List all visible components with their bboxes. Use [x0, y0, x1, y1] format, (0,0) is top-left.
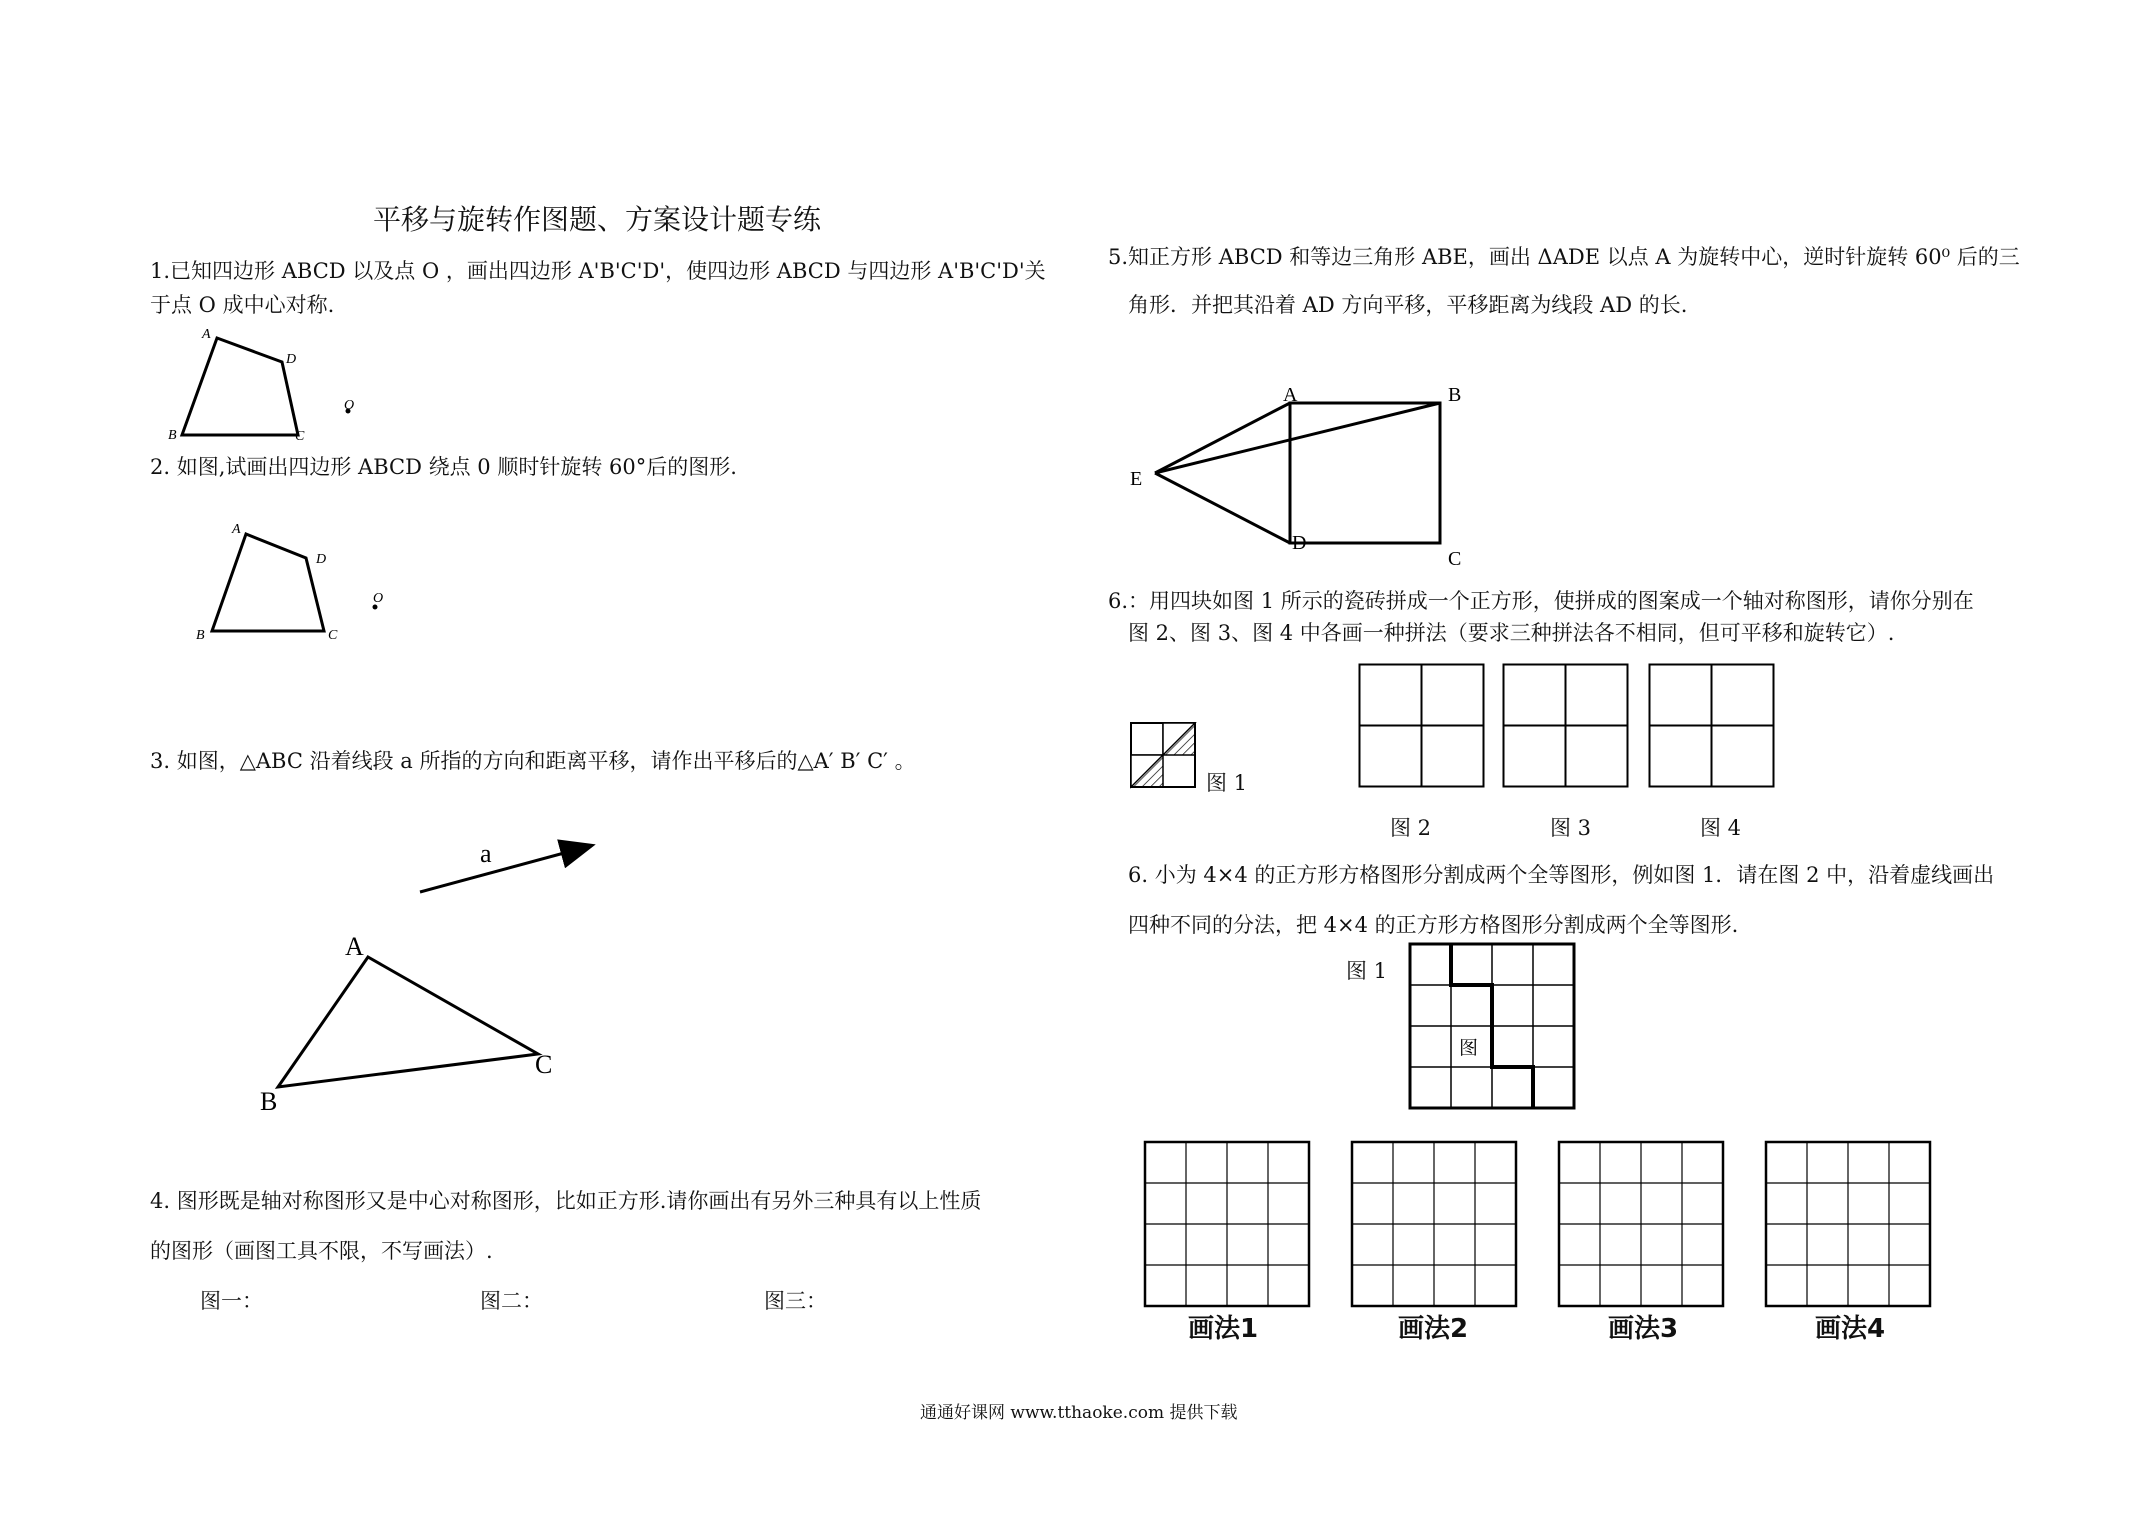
q6a-tile-label: 图 1	[1206, 771, 1248, 795]
q6b-example-cell-label: 图	[1459, 1037, 1479, 1059]
q5-label-b: B	[1448, 384, 1462, 406]
q1-label-a: A	[202, 327, 211, 342]
q4-text-line1: 4. 图形既是轴对称图形又是中心对称图形，比如正方形.请你画出有另外三种具有以上性质	[150, 1189, 982, 1213]
q1-text-line1: 1.已知四边形 ABCD 以及点 O ，画出四边形 A'B'C'D'，使四边形 ABCD 与四边形 A'B'C'D'关	[150, 259, 1046, 283]
q6b-grid-method-1	[1143, 1140, 1313, 1310]
q1-label-b: B	[168, 428, 177, 443]
q2-label-c: C	[328, 628, 338, 643]
q1-label-o: O	[344, 398, 355, 413]
q3-label-b: B	[260, 1087, 278, 1116]
q6a-grid-figure-3	[1502, 663, 1630, 789]
q3-triangle-figure	[250, 830, 610, 1120]
q6a-caption-3: 图 3	[1550, 816, 1592, 840]
q4-fig-label-2: 图二：	[480, 1289, 543, 1313]
q6b-caption-1: 画法1	[1188, 1314, 1259, 1344]
q5-label-c: C	[1448, 548, 1462, 570]
page-title: 平移与旋转作图题、方案设计题专练	[373, 203, 822, 236]
q1-label-c: C	[295, 429, 305, 444]
q2-label-a: A	[232, 522, 241, 537]
q5-text-line2: 角形．并把其沿着 AD 方向平移，平移距离为线段 AD 的长.	[1128, 293, 1688, 317]
q6a-grid-figure-2	[1358, 663, 1486, 789]
q6b-example-grid	[1408, 942, 1578, 1112]
q6a-tile-figure-1	[1130, 722, 1200, 792]
q6a-text-line2: 图 2、图 3、图 4 中各画一种拼法（要求三种拼法各不相同，但可平移和旋转它）.	[1128, 621, 1895, 645]
q1-label-d: D	[286, 352, 297, 367]
q4-text-line2: 的图形（画图工具不限，不写画法）.	[150, 1239, 493, 1263]
q6b-example-label: 图 1	[1346, 959, 1388, 983]
q6a-text-line1: 6.：用四块如图 1 所示的瓷砖拼成一个正方形，使拼成的图案成一个轴对称图形，请你分别在	[1108, 589, 1974, 613]
footer-text: 通通好课网 www.tthaoke.com 提供下载	[920, 1403, 1238, 1423]
q2-label-d: D	[316, 552, 327, 567]
q5-label-e: E	[1130, 468, 1143, 490]
q6b-grid-method-3	[1557, 1140, 1727, 1310]
q3-text: 3. 如图，△ABC 沿着线段 a 所指的方向和距离平移，请作出平移后的△A′ B′ C′ 。	[150, 749, 916, 773]
q6b-text-line2: 四种不同的分法，把 4×4 的正方形方格图形分割成两个全等图形.	[1128, 913, 1739, 937]
q3-label-a: A	[345, 932, 364, 961]
q6b-grid-method-2	[1350, 1140, 1520, 1310]
q3-label-c: C	[535, 1050, 553, 1079]
q1-text-line2: 于点 O 成中心对称.	[150, 293, 335, 317]
q5-text-line1: 5.知正方形 ABCD 和等边三角形 ABE，画出 ΔADE 以点 A 为旋转中心，逆时针旋转 60⁰ 后的三	[1108, 245, 2020, 269]
q2-label-b: B	[196, 628, 205, 643]
q5-label-d: D	[1292, 532, 1307, 554]
q6b-text-line1: 6. 小为 4×4 的正方形方格图形分割成两个全等图形，例如图 1．请在图 2 中，沿着虚线画出	[1128, 863, 1995, 887]
q5-label-a: A	[1283, 384, 1298, 406]
q6a-grid-figure-4	[1648, 663, 1776, 789]
q6a-caption-4: 图 4	[1700, 816, 1742, 840]
q2-quadrilateral-figure	[190, 510, 410, 650]
q1-quadrilateral-figure	[160, 320, 380, 455]
q5-square-triangle-figure	[1120, 375, 1480, 575]
q6b-grid-method-4	[1764, 1140, 1934, 1310]
q2-text: 2. 如图,试画出四边形 ABCD 绕点 0 顺时针旋转 60°后的图形.	[150, 455, 737, 479]
q6b-caption-4: 画法4	[1815, 1314, 1886, 1344]
q6a-caption-2: 图 2	[1390, 816, 1432, 840]
q4-fig-label-3: 图三：	[764, 1289, 827, 1313]
q3-label-a-segment: a	[480, 839, 492, 868]
q4-fig-label-1: 图一：	[200, 1289, 263, 1313]
q6b-caption-2: 画法2	[1398, 1314, 1469, 1344]
q6b-caption-3: 画法3	[1608, 1314, 1679, 1344]
q2-label-o: O	[373, 591, 384, 606]
